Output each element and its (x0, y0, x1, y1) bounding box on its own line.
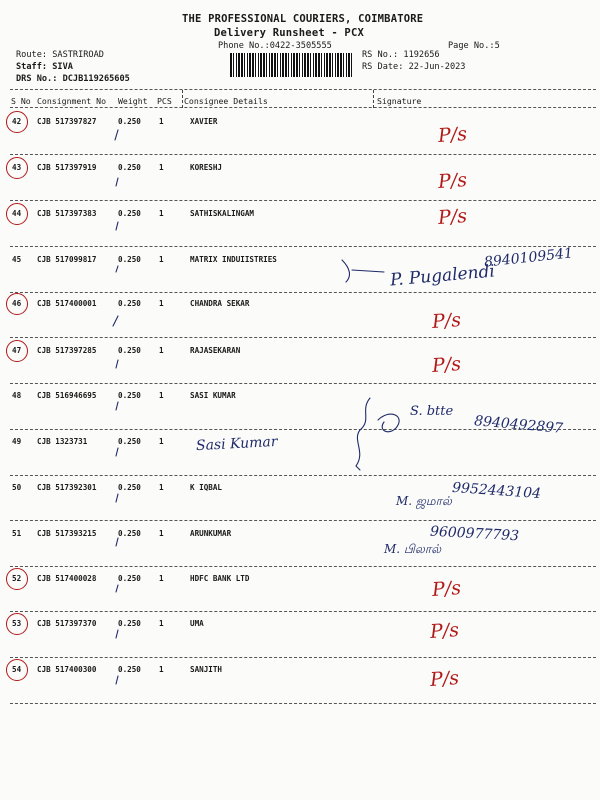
tick-mark (116, 402, 118, 410)
tick-mark (115, 130, 118, 140)
tick-mark (116, 538, 118, 546)
row-weight: 0.250 (118, 255, 141, 264)
row-weight: 0.250 (118, 209, 141, 218)
drs-number: DRS No.: DCJB119265605 (16, 74, 130, 84)
row-sno: 45 (12, 255, 22, 264)
tick-mark (116, 448, 118, 456)
row-consignee: K IQBAL (190, 483, 223, 492)
row-pcs: 1 (159, 209, 164, 218)
row-consignment: CJB 517397370 (37, 619, 97, 628)
row-pcs: 1 (159, 665, 164, 674)
row-pcs: 1 (159, 483, 164, 492)
row-sno: 46 (12, 299, 22, 308)
row-sno: 47 (12, 346, 22, 355)
row-weight: 0.250 (118, 346, 141, 355)
row-weight: 0.250 (118, 483, 141, 492)
row-pcs: 1 (159, 391, 164, 400)
row-consignment: CJB 517400300 (37, 665, 97, 674)
row-weight: 0.250 (118, 163, 141, 172)
row-weight: 0.250 (118, 619, 141, 628)
row-sno: 52 (12, 574, 22, 583)
row-consignee: ARUNKUMAR (190, 529, 232, 538)
row-pcs: 1 (159, 117, 164, 126)
row-consignment: CJB 517397919 (37, 163, 97, 172)
route-label: Route: SASTRIROAD (16, 50, 104, 60)
row-sno: 49 (12, 437, 22, 446)
tick-mark (116, 676, 118, 684)
rs-date: RS Date: 22-Jun-2023 (362, 62, 466, 72)
page-number: Page No.:5 (448, 41, 500, 51)
signature-loop-48 (378, 414, 399, 432)
row-weight: 0.250 (118, 437, 141, 446)
row-sno: 50 (12, 483, 22, 492)
signature-pls: P/s (431, 309, 462, 333)
col-weight: Weight (118, 96, 148, 106)
row-consignee: CHANDRA SEKAR (190, 299, 250, 308)
phone-number: Phone No.:0422-3505555 (218, 41, 332, 51)
row-sno: 43 (12, 163, 22, 172)
signature-pls: P/s (437, 205, 468, 229)
col-pcs: PCS (157, 96, 172, 106)
row-sno: 44 (12, 209, 22, 218)
row-weight: 0.250 (118, 574, 141, 583)
row-pcs: 1 (159, 619, 164, 628)
row-pcs: 1 (159, 574, 164, 583)
tick-mark (116, 585, 118, 592)
row-consignee: KORESHJ (190, 163, 223, 172)
col-signature: Signature (377, 96, 422, 106)
row-consignment: CJB 517397285 (37, 346, 97, 355)
row-consignment: CJB 517400028 (37, 574, 97, 583)
row-sno: 53 (12, 619, 22, 628)
row-consignment: CJB 517397827 (37, 117, 97, 126)
row-pcs: 1 (159, 529, 164, 538)
tick-mark (113, 316, 118, 326)
tick-mark (116, 494, 118, 502)
row-consignment: CJB 516946695 (37, 391, 97, 400)
col-consignee: Consignee Details (184, 96, 268, 106)
row-sno: 42 (12, 117, 22, 126)
row-consignment: CJB 517393215 (37, 529, 97, 538)
signature-pls: P/s (437, 169, 468, 193)
row-weight: 0.250 (118, 299, 141, 308)
col-consignment: Consignment No (37, 96, 107, 106)
signature-pls: P/s (431, 577, 462, 601)
tick-mark (116, 630, 118, 638)
signature-name: M. ஜமால் (396, 494, 452, 508)
signature-name: M. பிலால் (384, 542, 442, 556)
row-consignee: MATRIX INDUIISTRIES (190, 255, 277, 264)
row-consignee: SASI KUMAR (190, 391, 236, 400)
row-weight: 0.250 (118, 117, 141, 126)
row-consignment: CJB 517400001 (37, 299, 97, 308)
row-pcs: 1 (159, 255, 164, 264)
signature-phone: 9600977793 (429, 523, 520, 545)
signature-pls: P/s (429, 667, 460, 691)
row-pcs: 1 (159, 299, 164, 308)
signature-pls: P/s (431, 353, 462, 377)
row-weight: 0.250 (118, 529, 141, 538)
signature-phone: 8940109541 (483, 245, 574, 271)
row-consignment: CJB 517392301 (37, 483, 97, 492)
row-consignee: SATHISKALINGAM (190, 209, 255, 218)
row-sno: 48 (12, 391, 22, 400)
row-consignee: XAVIER (190, 117, 218, 126)
signature-phone: 8940492897 (473, 413, 564, 437)
row-pcs: 1 (159, 163, 164, 172)
row-consignee: SANJITH (190, 665, 223, 674)
signature-name: P. Pugalendi (389, 261, 496, 291)
signature-phone: 9952443104 (451, 479, 542, 503)
row-consignee: HDFC BANK LTD (190, 574, 250, 583)
row-weight: 0.250 (118, 391, 141, 400)
row-consignee: RAJASEKARAN (190, 346, 241, 355)
row-weight: 0.250 (118, 665, 141, 674)
row-consignment: CJB 1323731 (37, 437, 88, 446)
row-pcs: 1 (159, 346, 164, 355)
row-sno: 54 (12, 665, 22, 674)
tick-mark (116, 222, 118, 230)
signature-name: Sasi Kumar (195, 433, 278, 455)
row-consignment: CJB 517397383 (37, 209, 97, 218)
scribble-45 (342, 260, 384, 282)
staff-label: Staff: SIVA (16, 62, 73, 72)
row-consignee: UMA (190, 619, 204, 628)
tick-mark (116, 266, 118, 272)
brace-48-49 (356, 398, 370, 470)
row-consignment: CJB 517099817 (37, 255, 97, 264)
signature-pls: P/s (437, 123, 468, 147)
signature-name: S. btte (410, 404, 454, 419)
tick-mark (116, 178, 118, 186)
company-title: THE PROFESSIONAL COURIERS, COIMBATORE (182, 13, 424, 25)
row-pcs: 1 (159, 437, 164, 446)
runsheet-subtitle: Delivery Runsheet - PCX (214, 27, 364, 39)
tick-mark (116, 360, 118, 368)
row-sno: 51 (12, 529, 22, 538)
signature-pls: P/s (429, 619, 460, 643)
col-sno: S No (11, 96, 31, 106)
rs-number: RS No.: 1192656 (362, 50, 440, 60)
